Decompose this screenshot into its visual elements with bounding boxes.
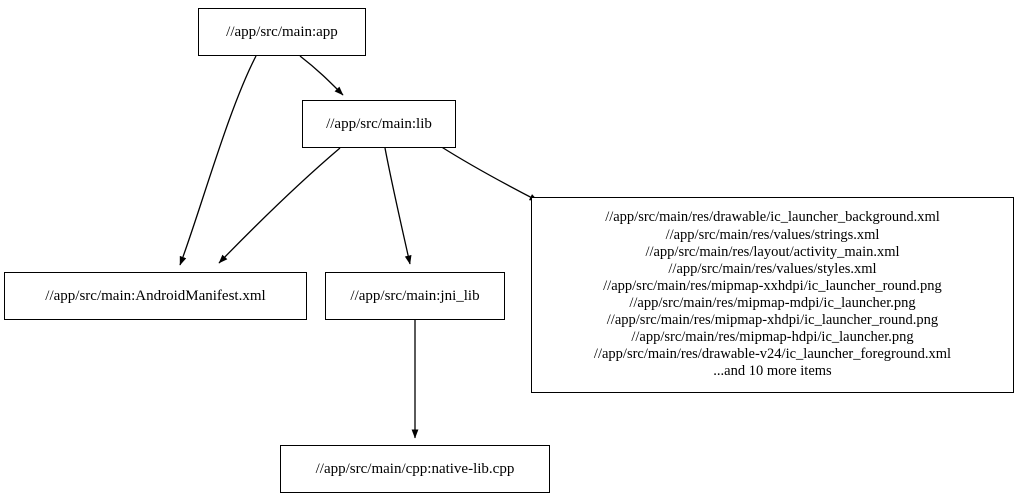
node-app[interactable] xyxy=(198,8,366,56)
node-resources-label: //app/src/main/res/drawable/ic_launcher_background.xml //app/src/main/res/values/strings.xml //app/src/main/res/layout/activity_main.xml //app/src/main/res/values/styles.xml //app/src/main/res/mipmap-xxhdpi/ic_launcher_round.png //app/src/main/res/mipmap-mdpi/ic_launcher.png //app/src/main/res/mipmap-xhdpi/ic_launcher_round.png //app/src/main/res/mipmap-hdpi/ic_launcher.png //app/src/main/res/drawable-v24/ic_launcher_foreground.xml ...and 10 more items xyxy=(593,209,952,380)
edge-lib-to-jni-lib xyxy=(385,148,410,264)
node-jni-lib[interactable] xyxy=(325,272,505,320)
edge-lib-to-resources xyxy=(440,146,538,201)
edge-app-to-lib xyxy=(300,56,343,95)
node-native-lib-cpp-label: //app/src/main/cpp:native-lib.cpp xyxy=(315,460,515,477)
edge-app-to-manifest xyxy=(180,56,256,265)
node-jni-lib-label: //app/src/main:jni_lib xyxy=(350,287,480,304)
node-resources[interactable] xyxy=(531,197,1014,393)
node-android-manifest[interactable] xyxy=(4,272,307,320)
node-native-lib-cpp[interactable] xyxy=(280,445,550,493)
node-app-label: //app/src/main:app xyxy=(226,23,338,40)
node-android-manifest-label: //app/src/main:AndroidManifest.xml xyxy=(45,287,266,304)
node-lib-label: //app/src/main:lib xyxy=(326,115,432,132)
node-lib[interactable] xyxy=(302,100,456,148)
edge-lib-to-manifest xyxy=(219,148,340,263)
